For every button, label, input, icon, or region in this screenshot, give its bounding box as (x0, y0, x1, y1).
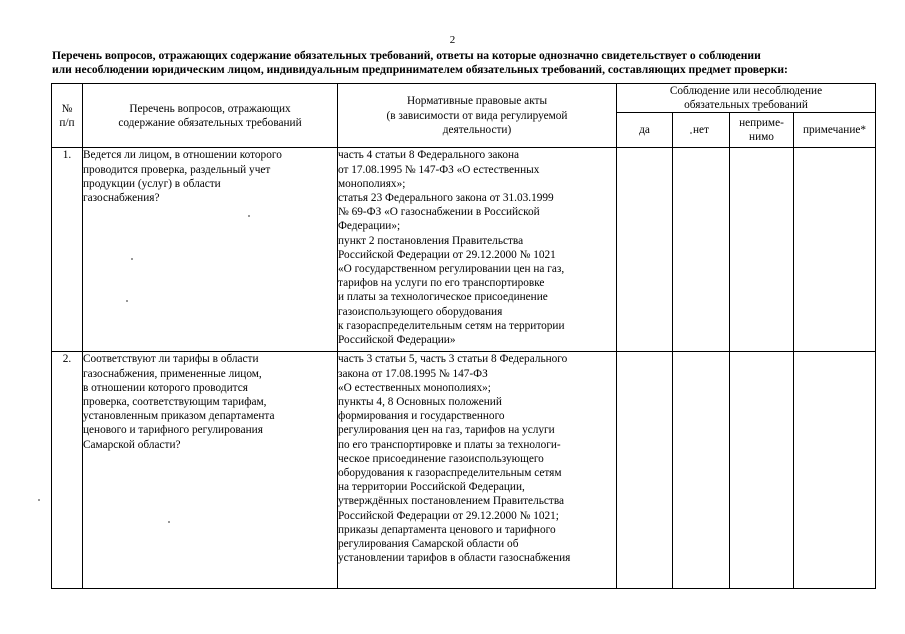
scan-speck (248, 215, 250, 217)
row-number: 2. (52, 352, 83, 589)
row-yes-cell[interactable] (617, 352, 673, 589)
scan-speck (38, 499, 40, 501)
row-question: Соответствуют ли тарифы в области газоснабжения, примененные лицом, в отношении которого проводится проверка, соответствующим тарифам, установленным приказом департамента ценового и тарифного регулирования Самарской области? (83, 352, 338, 589)
scan-speck (690, 132, 692, 134)
header-legal-acts: Нормативные правовые акты (в зависимости от вида регулируемой деятельности) (338, 84, 617, 148)
row-question: Ведется ли лицом, в отношении которого проводится проверка, раздельный учет продукции (услуг) в области газоснабжения? (83, 148, 338, 352)
checklist-heading (52, 49, 872, 77)
table-row (52, 352, 876, 589)
row-note-cell[interactable] (794, 352, 876, 589)
row-no-cell[interactable] (673, 148, 730, 352)
checklist-table (51, 83, 876, 589)
page-number: 2 (449, 34, 456, 46)
header-not-applicable: неприме- нимо (730, 113, 794, 148)
header-note: примечание* (794, 113, 876, 148)
header-num: № п/п (52, 84, 83, 148)
row-na-cell[interactable] (730, 352, 794, 589)
heading-line-1: Перечень вопросов, отражающих содержание обязательных требований, ответы на которые однозначно свидетельствует о соблюдении (52, 49, 761, 62)
table-row (52, 148, 876, 352)
scan-speck (126, 300, 128, 302)
header-compliance: Соблюдение или несоблюдение обязательных требований (617, 84, 876, 113)
heading-line-2: или несоблюдении юридическим лицом, индивидуальным предпринимателем обязательных требований, составляющих предмет проверки: (52, 63, 788, 76)
header-no: нет (673, 113, 730, 148)
row-yes-cell[interactable] (617, 148, 673, 352)
header-row-1 (52, 84, 876, 113)
row-note-cell[interactable] (794, 148, 876, 352)
scan-speck (131, 258, 133, 260)
header-questions: Перечень вопросов, отражающих содержание обязательных требований (83, 84, 338, 148)
row-no-cell[interactable] (673, 352, 730, 589)
scan-speck (168, 521, 170, 523)
row-legal-acts: часть 4 статьи 8 Федерального закона от 17.08.1995 № 147-ФЗ «О естественных монополиях»; статья 23 Федерального закона от 31.03.1999 № 69-ФЗ «О газоснабжении в Российской Федерации»; пункт 2 постановления Правительства Российской Федерации от 29.12.2000 № 1021 «О государственном регулировании цен на газ, тарифов на услуги по его транспортировке и платы за технологическое присоединение газоиспользующего оборудования к газораспределительным сетям на территории Российской Федерации» (338, 148, 617, 352)
row-na-cell[interactable] (730, 148, 794, 352)
row-legal-acts: часть 3 статьи 5, часть 3 статьи 8 Федерального закона от 17.08.1995 № 147-ФЗ «О естественных монополиях»; пункты 4, 8 Основных положений формирования и государственного регулирования цен на газ, тарифов на услуги по его транспортировке и платы за технологи- ческое присоединение газоиспользующего оборудования к газораспределительным сетям на территории Российской Федерации, утверждённых постановлением Правительства Российской Федерации от 29.12.2000 № 1021; приказы департамента ценового и тарифного регулирования Самарской области об установлении тарифов в области газоснабжения (338, 352, 617, 589)
row-number: 1. (52, 148, 83, 352)
header-yes: да (617, 113, 673, 148)
